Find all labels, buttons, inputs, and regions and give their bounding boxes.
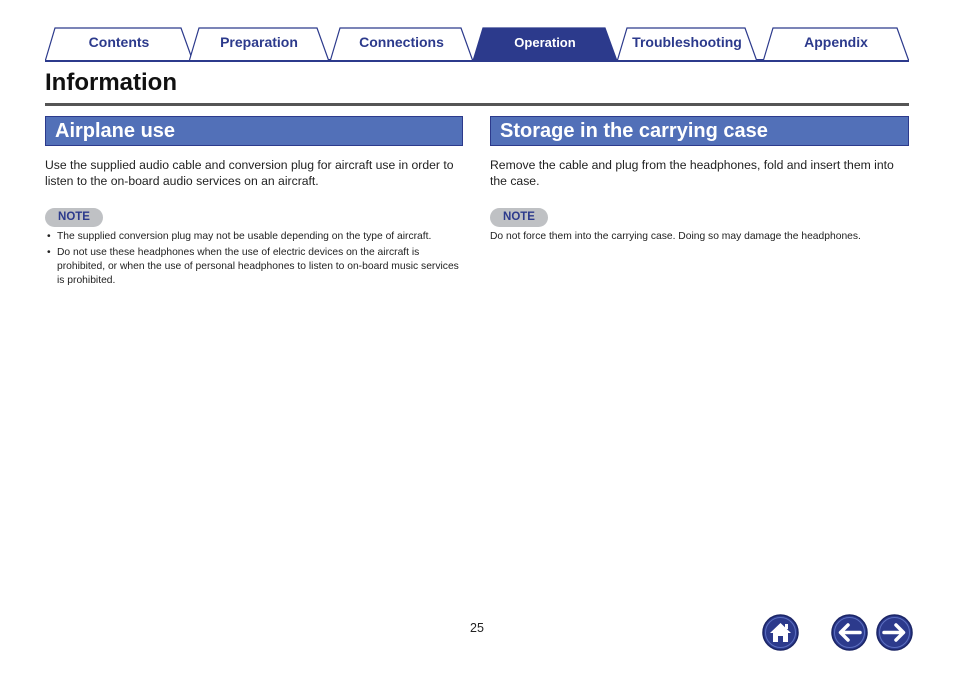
tab-connections[interactable] (330, 27, 473, 61)
tab-preparation[interactable] (189, 27, 329, 61)
home-button[interactable] (762, 614, 799, 651)
tab-label: Operation (514, 35, 576, 50)
tab-bar (45, 27, 909, 63)
tab-label: Connections (359, 34, 444, 50)
tab-appendix[interactable] (763, 27, 909, 61)
tab-label: Contents (88, 34, 150, 50)
arrow-right-icon (876, 614, 913, 651)
tab-operation[interactable] (473, 27, 617, 61)
tab-label: Preparation (220, 34, 298, 50)
note-list (45, 230, 463, 288)
page-number: 25 (470, 621, 484, 635)
arrow-left-icon (831, 614, 868, 651)
section-heading: Airplane use (45, 116, 463, 146)
forward-button[interactable] (876, 614, 913, 651)
tab-contents[interactable] (45, 27, 193, 61)
page-title: Information (45, 69, 177, 96)
back-button[interactable] (831, 614, 868, 651)
section-body: Remove the cable and plug from the headphones, fold and insert them into the case. (490, 158, 894, 188)
note-badge: NOTE (490, 208, 548, 227)
note-badge: NOTE (45, 208, 103, 227)
section-airplane-use (45, 116, 463, 290)
section-heading: Storage in the carrying case (490, 116, 909, 146)
section-storage (490, 116, 909, 244)
tab-troubleshooting[interactable] (617, 27, 757, 61)
tab-label: Troubleshooting (632, 34, 742, 50)
tab-label: Appendix (804, 34, 868, 50)
section-body: Use the supplied audio cable and conversion plug for aircraft use in order to listen to the on-board audio services on an aircraft. (45, 158, 454, 188)
note-item: • Do not use these headphones when the use of electric devices on the aircraft is prohibited, or when the use of personal headphones to listen to on-board music services is prohibited. (45, 246, 463, 288)
note-text: Do not force them into the carrying case. Doing so may damage the headphones. (490, 231, 861, 242)
note-item: • The supplied conversion plug may not be usable depending on the type of aircraft. (45, 230, 463, 244)
title-divider (45, 103, 909, 106)
home-icon (762, 614, 799, 651)
